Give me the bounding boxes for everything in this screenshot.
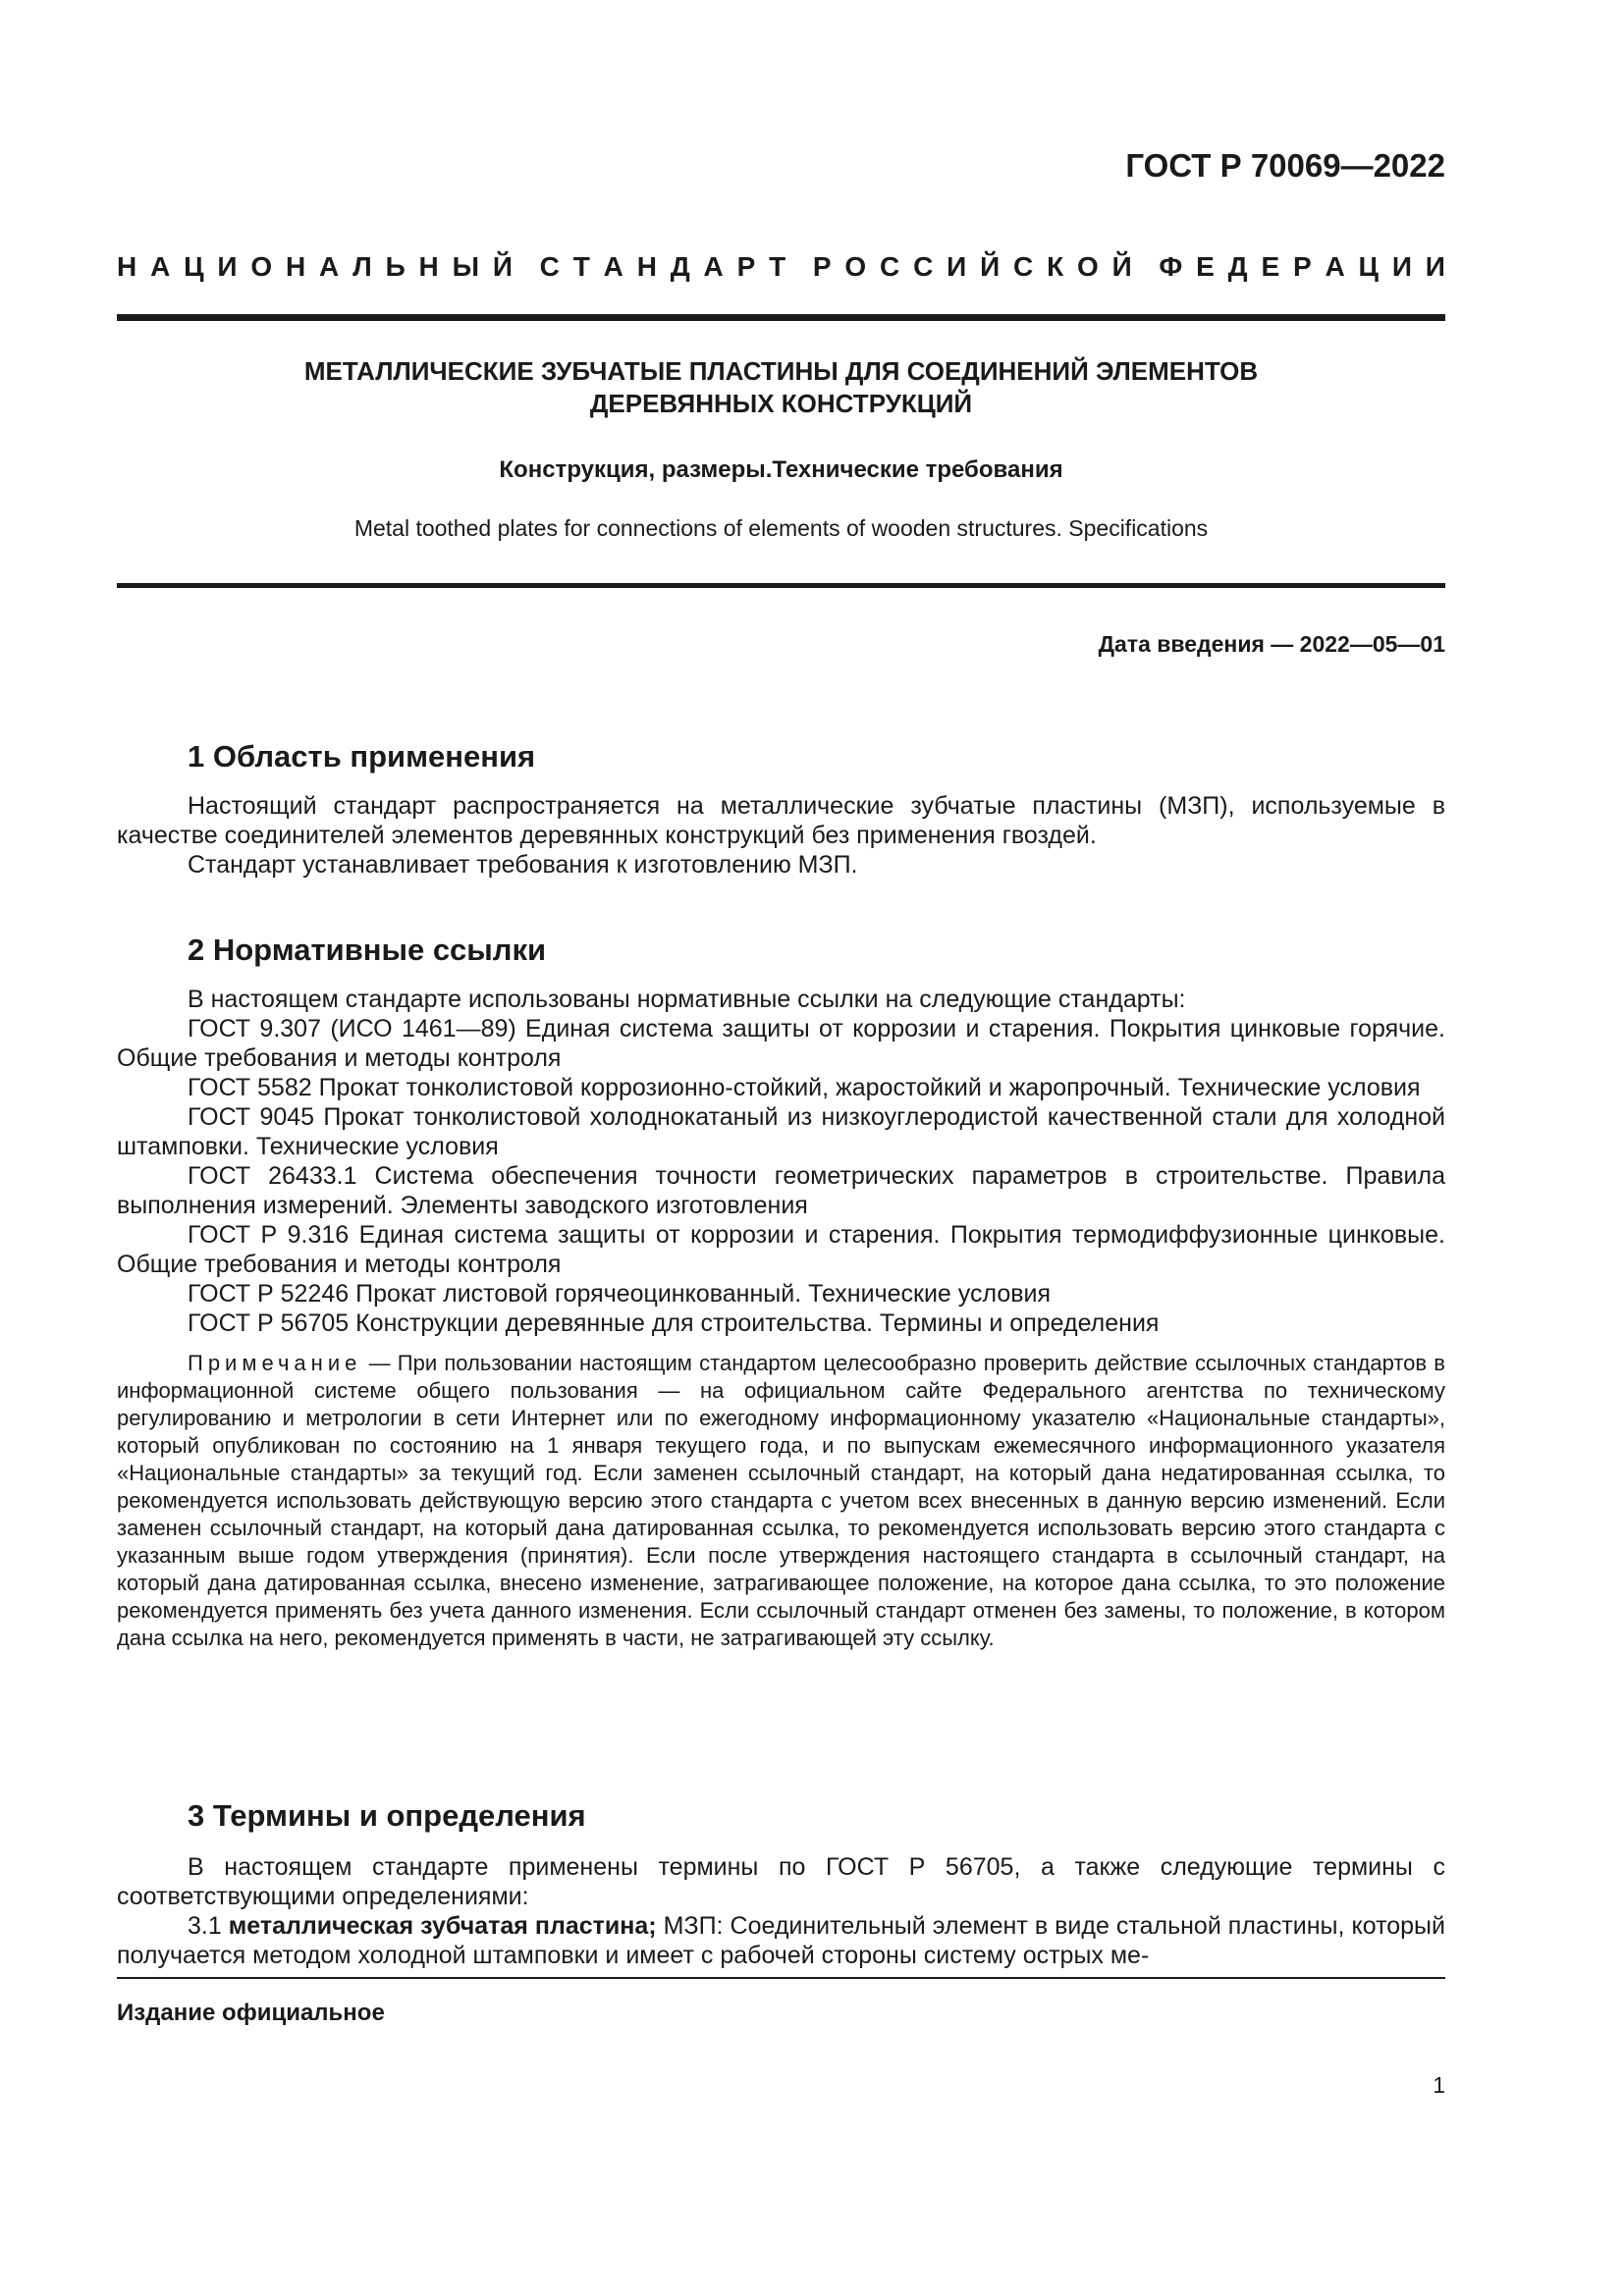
- document-title: [117, 355, 1445, 420]
- term-number: 3.1: [188, 1912, 229, 1940]
- banner-letter: Т: [572, 251, 590, 282]
- document-page: [117, 0, 1445, 2296]
- banner-letter: Р: [1292, 251, 1312, 282]
- note: [117, 1350, 1445, 1652]
- reference-item: ГОСТ Р 9.316 Единая система защиты от коррозии и старения. Покрытия термодиффузионные цинковые. Общие требования и методы контроля: [117, 1221, 1445, 1278]
- term-text: МЗП: Соединительный элемент в виде стальной пластины, который получается методом холодной штамповки и имеет с рабочей стороны систему острых ме-: [117, 1912, 1445, 1969]
- national-standard-banner: [117, 251, 1445, 283]
- banner-letter: О: [250, 251, 273, 282]
- section-1: [117, 739, 1445, 880]
- section-2-intro: В настоящем стандарте использованы нормативные ссылки на следующие стандарты:: [188, 986, 1186, 1013]
- banner-letter: А: [703, 251, 724, 282]
- banner-letter: А: [319, 251, 340, 282]
- section-2-heading: 2 Нормативные ссылки: [188, 933, 547, 967]
- banner-letter: А: [150, 251, 171, 282]
- section-3-intro: В настоящем стандарте применены термины по ГОСТ Р 56705, а также следующие термины с соответствующими определениями:: [117, 1853, 1445, 1910]
- banner-letter: Ф: [1159, 251, 1183, 282]
- banner-letter: О: [844, 251, 867, 282]
- top-rule: [117, 314, 1445, 321]
- footer-rule: [117, 1977, 1445, 1979]
- section-2: [117, 935, 1445, 1652]
- banner-letter: Р: [736, 251, 756, 282]
- banner-letter: С: [539, 251, 560, 282]
- title-line-2: ДЕРЕВЯННЫХ КОНСТРУКЦИЙ: [589, 389, 973, 418]
- banner-letter: Д: [1227, 251, 1248, 282]
- banner-letter: Д: [670, 251, 690, 282]
- section-1-paragraph: Настоящий стандарт распространяется на металлические зубчатые пластины (МЗП), используемые в качестве соединителей элементов деревянных конструкций без применения гвоздей.: [117, 792, 1445, 849]
- standard-code: ГОСТ Р 70069—2022: [1125, 147, 1445, 184]
- banner-letter: А: [1325, 251, 1345, 282]
- effective-date: Дата введения — 2022—05—01: [1098, 631, 1445, 657]
- banner-letter: И: [217, 251, 238, 282]
- banner-letter: Ь: [385, 251, 406, 282]
- english-title: Metal toothed plates for connections of elements of wooden structures. Specifications: [353, 515, 1209, 541]
- term-name: металлическая зубчатая пластина;: [228, 1912, 657, 1940]
- banner-letter: И: [1425, 251, 1445, 282]
- banner-letter: Н: [636, 251, 657, 282]
- banner-letter: Р: [812, 251, 832, 282]
- banner-letter: Н: [117, 251, 137, 282]
- banner-letter: Т: [769, 251, 786, 282]
- banner-letter: Й: [980, 251, 1001, 282]
- banner-letter: Е: [1261, 251, 1280, 282]
- note-text: — При пользовании настоящим стандартом целесообразно проверить действие ссылочных стандартов в информационной системе общего пользования — на официальном сайте Федерального агентства по техническому регулированию и метрологии в сети Интернет или по ежегодному информационному указателю «Национальные стандарты», который опубликован по состоянию на 1 января текущего года, и по выпускам ежемесячного информационного указателя «Национальные стандарты» за текущий год. Если заменен ссылочный стандарт, на который дана недатированная ссылка, то рекомендуется использовать действующую версию этого стандарта с учетом всех внесенных в данную версию изменений. Если заменен ссылочный стандарт, на который дана датированная ссылка, то рекомендуется использовать версию этого стандарта с указанным выше годом утверждения (принятия). Если после утверждения настоящего стандарта в ссылочный стандарт, на который дана датированная ссылка, внесено изменение, затрагивающее положение, на которое дана ссылка, то это положение рекомендуется применять без учета данного изменения. Если ссылочный стандарт отменен без замены, то положение, в котором дана ссылка на него, рекомендуется применять в части, не затрагивающей эту ссылку.: [117, 1351, 1445, 1650]
- document-subtitle: Конструкция, размеры.Технические требования: [499, 456, 1063, 483]
- banner-letter: О: [1077, 251, 1099, 282]
- banner-letter: Ы: [452, 251, 480, 282]
- banner-letter: Й: [492, 251, 513, 282]
- banner-letter: Ц: [1358, 251, 1379, 282]
- banner-letter: Н: [418, 251, 439, 282]
- banner-letter: Н: [285, 251, 306, 282]
- banner-letter: С: [913, 251, 934, 282]
- reference-item: ГОСТ Р 52246 Прокат листовой горячеоцинкованный. Технические условия: [188, 1280, 1052, 1308]
- section-3: [117, 1798, 1445, 1970]
- banner-letter: К: [1047, 251, 1064, 282]
- middle-rule: [117, 583, 1445, 588]
- title-line-1: МЕТАЛЛИЧЕСКИЕ ЗУБЧАТЫЕ ПЛАСТИНЫ ДЛЯ СОЕДИНЕНИЙ ЭЛЕМЕНТОВ: [303, 356, 1259, 386]
- reference-item: ГОСТ 9.307 (ИСО 1461—89) Единая система защиты от коррозии и старения. Покрытия цинковые горячие. Общие требования и методы контроля: [117, 1015, 1445, 1072]
- note-label: Примечание: [188, 1351, 362, 1375]
- reference-item: ГОСТ 26433.1 Система обеспечения точности геометрических параметров в строительстве. Правила выполнения измерений. Элементы заводского изготовления: [117, 1162, 1445, 1219]
- section-1-heading: 1 Область применения: [188, 739, 536, 774]
- page-number: 1: [1433, 2072, 1445, 2098]
- reference-item: ГОСТ Р 56705 Конструкции деревянные для строительства. Термины и определения: [188, 1309, 1160, 1337]
- banner-letter: Й: [1111, 251, 1132, 282]
- banner-letter: Е: [1196, 251, 1215, 282]
- term-definition: [117, 1911, 1445, 1970]
- reference-item: ГОСТ 9045 Прокат тонколистовой холоднокатаный из низкоуглеродистой качественной стали для холодной штамповки. Технические условия: [117, 1103, 1445, 1160]
- banner-letter: И: [1391, 251, 1412, 282]
- banner-letter: И: [947, 251, 967, 282]
- banner-letter: С: [1013, 251, 1034, 282]
- banner-letter: Л: [352, 251, 372, 282]
- banner-letter: Ц: [184, 251, 204, 282]
- reference-item: ГОСТ 5582 Прокат тонколистовой коррозионно-стойкий, жаростойкий и жаропрочный. Технические условия: [188, 1074, 1421, 1101]
- official-edition: Издание официальное: [117, 2000, 385, 2026]
- banner-letter: С: [880, 251, 900, 282]
- section-1-paragraph: Стандарт устанавливает требования к изготовлению МЗП.: [188, 851, 858, 879]
- banner-letter: А: [603, 251, 623, 282]
- section-3-heading: 3 Термины и определения: [188, 1798, 586, 1833]
